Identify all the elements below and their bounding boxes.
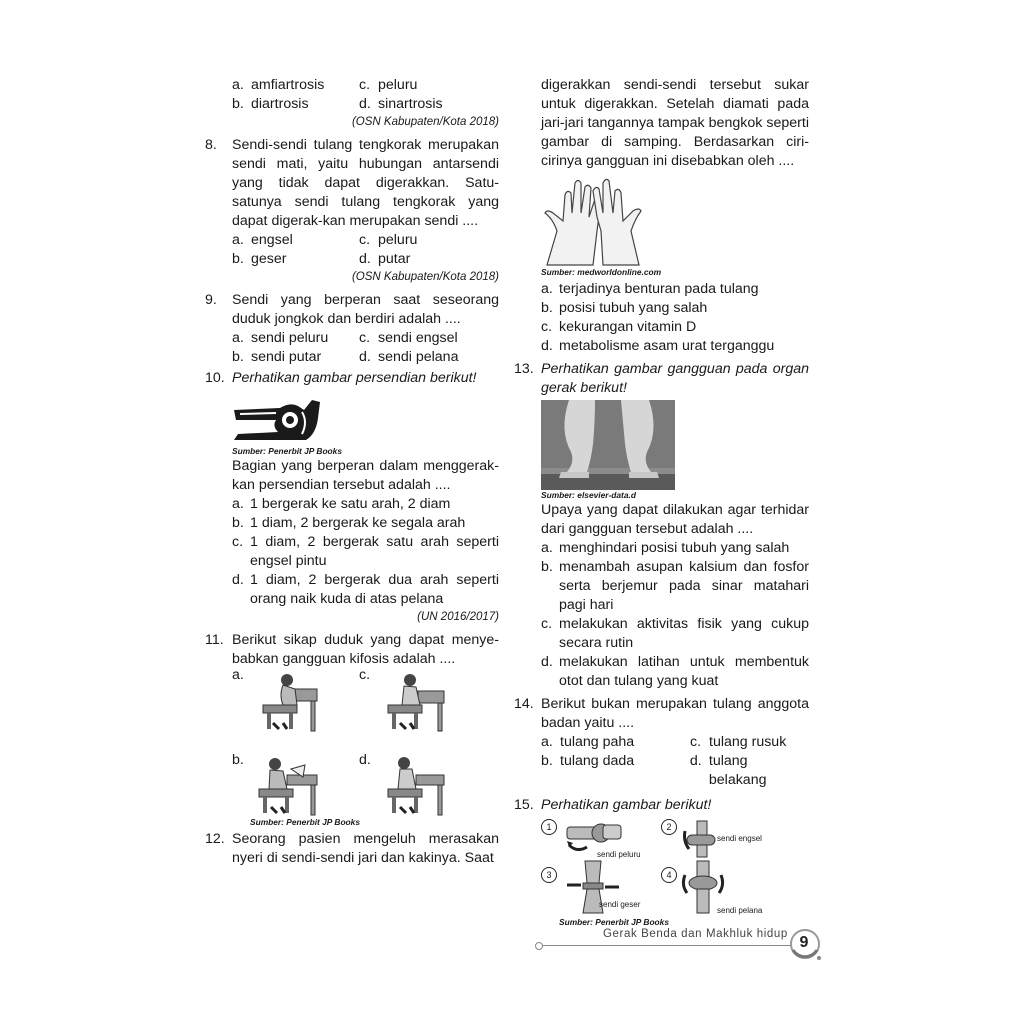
option-letter: b.: [232, 752, 244, 768]
option-text: 1 diam, 2 bergerak ke segala arah: [250, 515, 466, 531]
option-item: [514, 539, 809, 558]
option-text: melakukan latihan untuk membentuk otot dan tulang yang kuat: [559, 654, 809, 689]
figure-credit: Sumber: medworldonline.com: [541, 267, 662, 277]
question-text: Perhatikan gambar gangguan pada organ gerak berikut!: [541, 361, 809, 396]
bowed-legs-photo: [541, 400, 675, 490]
option-text: engsel: [251, 232, 293, 248]
option-letter: a.: [232, 330, 244, 346]
question-12: [205, 830, 499, 868]
joint-label: sendi peluru: [597, 850, 641, 859]
page-footer: [535, 926, 835, 966]
q10-source: (UN 2016/2017): [417, 611, 499, 623]
figure-credit: Sumber: Penerbit JP Books: [232, 446, 342, 456]
option-letter: d.: [359, 752, 371, 768]
q13-options: [514, 539, 809, 691]
option-letter: a.: [232, 667, 244, 683]
question-13: [514, 360, 809, 398]
q12-options: [514, 280, 809, 356]
footer-rule: [539, 945, 795, 946]
option-item: [205, 533, 499, 571]
sitting-posture-b-image: [257, 755, 319, 817]
question-text: Seorang pasien mengeluh merasakan nyeri di sendi-sendi jari dan kakinya. Saat: [232, 831, 499, 866]
option-letter: a.: [541, 734, 553, 750]
question-number: 12.: [205, 831, 225, 847]
option-letter: a.: [541, 540, 553, 556]
sitting-posture-a-image: [257, 671, 319, 733]
option-letter: b.: [541, 559, 553, 575]
question-text: Perhatikan gambar persendian berikut!: [232, 370, 477, 386]
question-text: Sendi yang berperan saat seseorang duduk jongkok dan berdiri adalah ....: [232, 292, 499, 327]
option-item: [514, 318, 809, 337]
q14-options-row-1: [514, 733, 809, 752]
q12-continued-text: digerakkan sendi-sendi tersebut sukar untuk digerakkan. Setelah diamati pada jari-jari tangannya tampak bengkok seperti gambar di samping. Berdasarkan ciri-cirinya gangguan ini disebabkan oleh ....: [541, 77, 809, 169]
question-text: Berikut sikap duduk yang dapat menye-babkan gangguan kifosis adalah ....: [232, 632, 499, 667]
q13-stem: Upaya yang dapat dilakukan agar terhidar dari gangguan tersebut adalah ....: [541, 502, 809, 537]
option-text: sendi engsel: [378, 330, 458, 346]
sitting-posture-d-image: [384, 755, 446, 817]
option-text: 1 bergerak ke satu arah, 2 diam: [250, 496, 451, 512]
question-text: Sendi-sendi tulang tengkorak merupakan sendi mati, yaitu hubungan antarsendi yang tidak dapat digerakkan. Satu-satunya sendi tulang tengkorak yang dapat digerak-kan merupakan sendi ....: [232, 137, 499, 229]
option-letter: d.: [359, 349, 371, 365]
joint-label: sendi pelana: [717, 906, 763, 915]
q9-options-row-2: [205, 348, 499, 367]
sitting-posture-c-image: [384, 671, 446, 733]
option-text: sendi pelana: [378, 349, 459, 365]
option-letter: b.: [232, 349, 244, 365]
joint-number-badge: 3: [541, 867, 557, 883]
option-letter: c.: [359, 232, 371, 248]
joint-label: sendi engsel: [717, 834, 762, 843]
q7-source: (OSN Kabupaten/Kota 2018): [351, 116, 499, 128]
question-text: Perhatikan gambar berikut!: [541, 797, 712, 813]
question-8: [205, 136, 499, 231]
option-text: peluru: [378, 77, 418, 93]
question-number: 10.: [205, 370, 225, 386]
option-letter: c.: [541, 319, 553, 335]
option-item: [205, 495, 499, 514]
question-15: [514, 796, 809, 815]
question-11: [205, 631, 499, 669]
q10-options: [205, 495, 499, 609]
figure-credit: Sumber: Penerbit JP Books: [250, 817, 360, 827]
option-text: 1 diam, 2 bergerak satu arah seperti engsel pintu: [250, 534, 499, 569]
question-text: Berikut bukan merupakan tulang anggota badan yaitu ....: [541, 696, 809, 731]
option-letter: a.: [541, 281, 553, 297]
elbow-joint-illustration: [232, 396, 322, 446]
option-text: kekurangan vitamin D: [559, 319, 697, 335]
joint-label: sendi geser: [599, 900, 641, 909]
option-letter: b.: [541, 300, 553, 316]
option-text: putar: [378, 251, 411, 267]
option-item: [514, 337, 809, 356]
option-text: sendi putar: [251, 349, 322, 365]
legs-photo-figure: [514, 400, 809, 501]
option-text: tulang rusuk: [709, 734, 787, 750]
question-number: 13.: [514, 361, 534, 377]
option-text: menghindari posisi tubuh yang salah: [559, 540, 790, 556]
option-text: diartrosis: [251, 96, 309, 112]
option-text: sinartrosis: [378, 96, 443, 112]
figure-credit: Sumber: elsevier-data.d: [541, 490, 636, 500]
question-number: 9.: [205, 292, 217, 308]
hands-illustration: [541, 175, 645, 267]
option-text: 1 diam, 2 bergerak dua arah seperti orang naik kuda di atas pelana: [250, 572, 499, 607]
option-text: peluru: [378, 232, 418, 248]
question-10: [205, 369, 499, 388]
option-letter: d.: [359, 96, 371, 112]
q7-options-row-1: [205, 76, 499, 95]
option-letter: c.: [359, 667, 371, 683]
option-letter: d.: [232, 572, 244, 588]
option-item: [514, 615, 809, 653]
option-letter: c.: [359, 330, 371, 346]
option-letter: b.: [232, 515, 244, 531]
option-letter: a.: [232, 77, 244, 93]
option-letter: d.: [541, 654, 553, 670]
q8-options-row-1: [205, 231, 499, 250]
footer-dot-icon: [535, 942, 543, 950]
option-item: [514, 280, 809, 299]
option-letter: c.: [541, 616, 553, 632]
option-letter: b.: [541, 753, 553, 769]
option-text: tulang paha: [560, 734, 635, 750]
joint-number-badge: 4: [661, 867, 677, 883]
option-text: menambah asupan kalsium dan fosfor serta berjemur pada sinar matahari pagi hari: [559, 559, 809, 613]
option-letter: c.: [232, 534, 244, 550]
figure-credit: Sumber: Penerbit JP Books: [559, 917, 669, 927]
question-number: 15.: [514, 797, 534, 813]
option-text: terjadinya benturan pada tulang: [559, 281, 759, 297]
option-item: [514, 299, 809, 318]
right-column: [514, 76, 809, 933]
q8-source: (OSN Kabupaten/Kota 2018): [351, 271, 499, 283]
option-text: posisi tubuh yang salah: [559, 300, 708, 316]
joint-number-badge: 1: [541, 819, 557, 835]
option-item: [205, 571, 499, 609]
option-letter: a.: [232, 232, 244, 248]
sitting-posture-figures: [232, 669, 499, 819]
left-column: [205, 76, 499, 868]
option-letter: d.: [689, 753, 702, 769]
q8-options-row-2: [205, 250, 499, 269]
page-number: 9: [799, 934, 809, 951]
option-text: amfiartrosis: [251, 77, 325, 93]
question-number: 14.: [514, 696, 534, 712]
question-number: 11.: [205, 632, 224, 648]
option-text: metabolisme asam urat terganggu: [559, 338, 775, 354]
option-text: melakukan aktivitas fisik yang cukup secara rutin: [559, 616, 809, 651]
option-letter: b.: [232, 96, 244, 112]
question-9: [205, 291, 499, 329]
chapter-title: Gerak Benda dan Makhluk hidup: [603, 928, 788, 940]
elbow-joint-figure: [205, 396, 499, 457]
question-stem-text: Bagian yang berperan dalam menggerak-kan persendian tersebut adalah ....: [232, 458, 499, 493]
q7-options-row-2: [205, 95, 499, 114]
option-text: geser: [251, 251, 287, 267]
hinge-joint-icon: [681, 819, 721, 859]
question-14: [514, 695, 809, 733]
q9-options-row-1: [205, 329, 499, 348]
option-letter: c.: [690, 734, 702, 750]
option-text: sendi peluru: [251, 330, 329, 346]
question-number: 8.: [205, 137, 217, 153]
option-item: [514, 558, 809, 615]
option-letter: c.: [359, 77, 371, 93]
option-letter: a.: [232, 496, 244, 512]
option-letter: d.: [359, 251, 371, 267]
joint-number-badge: 2: [661, 819, 677, 835]
option-item: [205, 514, 499, 533]
q10-stem: [205, 457, 499, 495]
option-item: [514, 653, 809, 691]
joint-types-figure: [541, 817, 809, 933]
option-text: tulang belakang: [708, 753, 767, 788]
option-text: tulang dada: [560, 753, 635, 769]
option-letter: b.: [232, 251, 244, 267]
option-letter: d.: [541, 338, 553, 354]
hands-figure: [514, 175, 809, 278]
q14-options-row-2: [514, 752, 809, 790]
